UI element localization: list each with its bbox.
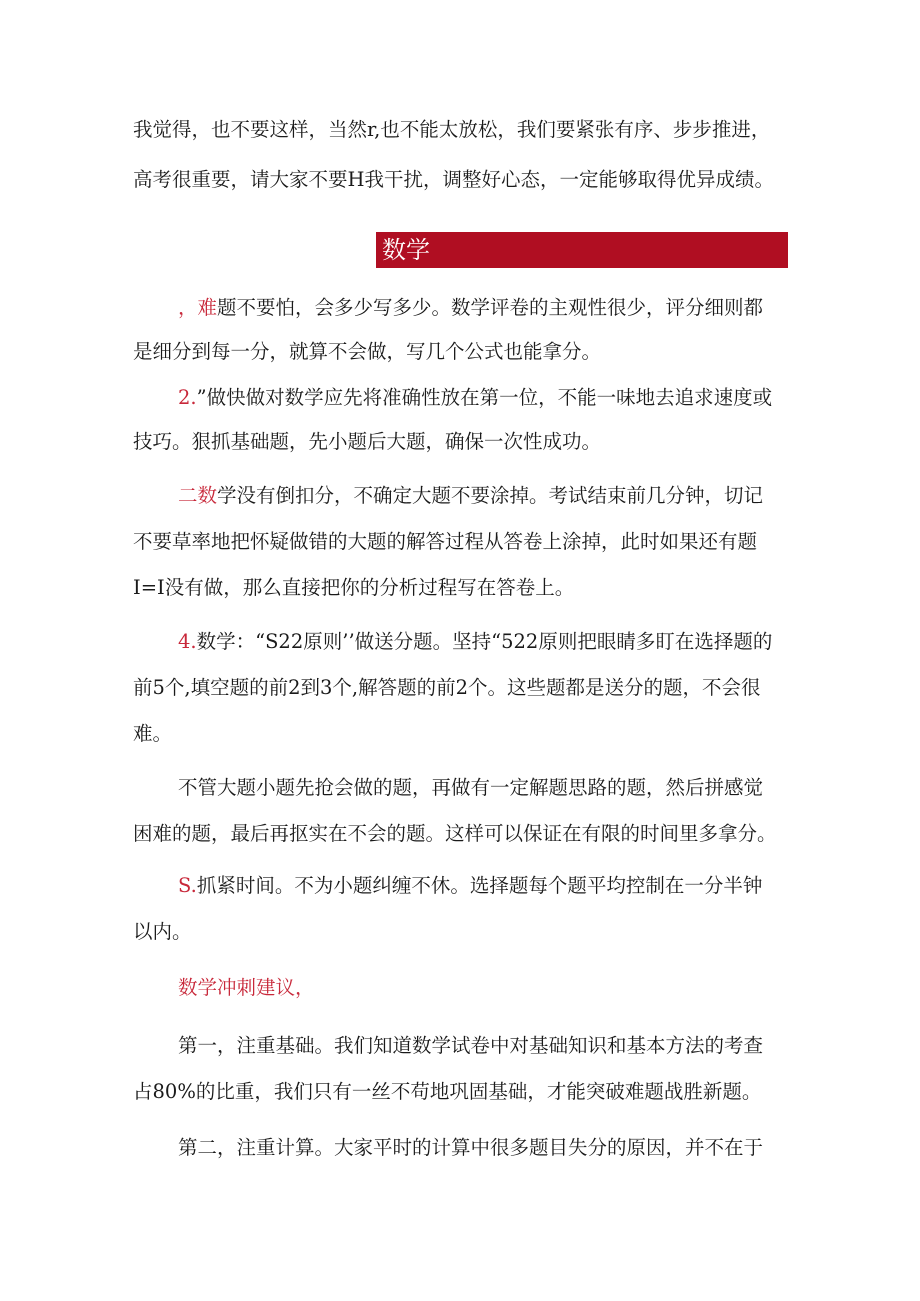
advice-heading: 数学冲刺建议， [178, 976, 315, 999]
intro-line-2: 高考很重要，请大家不要H我干扰，调整好心态，一定能够取得优异成绩。 [133, 168, 775, 191]
item-4-line-1: 4.数学：“S22原则’’做送分题。坚持“522原则把眼睛多盯在选择题的 [178, 630, 773, 653]
item-1-line-1: ，难题不要怕，会多少写多少。数学评卷的主观性很少，评分细则都 [178, 296, 764, 319]
item-4-line-2: 前5个,填空题的前2到3个,解答题的前2个。这些题都是送分的题，不会很 [133, 676, 761, 699]
item-2-marker: 2. [178, 386, 197, 409]
item-1-marker: ，难 [178, 296, 218, 319]
item-5-line-2: 困难的题，最后再抠实在不会的题。这样可以保证在有限的时间里多拿分。 [133, 822, 777, 845]
advice-p1-line-2: 占80%的比重，我们只有一丝不苟地巩固基础，才能突破难题战胜新题。 [133, 1080, 762, 1103]
section-title: 数学 [382, 236, 430, 264]
item-3-line-1: 二数学没有倒扣分，不确定大题不要涂掉。考试结束前几分钟，切记 [178, 484, 764, 507]
item-4-line-3: 难。 [133, 722, 173, 745]
item-4-marker: 4. [178, 630, 197, 653]
item-3-line-3: I=I没有做，那么直接把你的分析过程写在答卷上。 [133, 576, 575, 599]
item-1-line-2: 是细分到每一分，就算不会做，写几个公式也能拿分。 [133, 340, 602, 363]
item-3-marker: 二数 [178, 484, 218, 507]
item-6-line-1: S.抓紧时间。不为小题纠缠不休。选择题每个题平均控制在一分半钟 [178, 874, 763, 897]
item-2-line-1: 2.”做快做对数学应先将准确性放在第一位，不能一味地去追求速度或 [178, 386, 773, 409]
item-6-marker: S. [178, 874, 197, 897]
advice-p2-line-1: 第二，注重计算。大家平时的计算中很多题目失分的原因，并不在于 [178, 1136, 764, 1159]
advice-p1-line-1: 第一，注重基础。我们知道数学试卷中对基础知识和基本方法的考查 [178, 1034, 764, 1057]
intro-line-1: 我觉得，也不要这样，当然r,也不能太放松，我们要紧张有序、步步推进， [133, 118, 771, 141]
item-5-line-1: 不管大题小题先抢会做的题，再做有一定解题思路的题，然后拼感觉 [178, 776, 764, 799]
item-3-line-2: 不要草率地把怀疑做错的大题的解答过程从答卷上涂掉，此时如果还有题 [133, 530, 758, 553]
item-6-line-2: 以内。 [133, 920, 192, 943]
item-2-line-2: 技巧。狠抓基础题，先小题后大题，确保一次性成功。 [133, 430, 602, 453]
section-banner [376, 232, 788, 268]
